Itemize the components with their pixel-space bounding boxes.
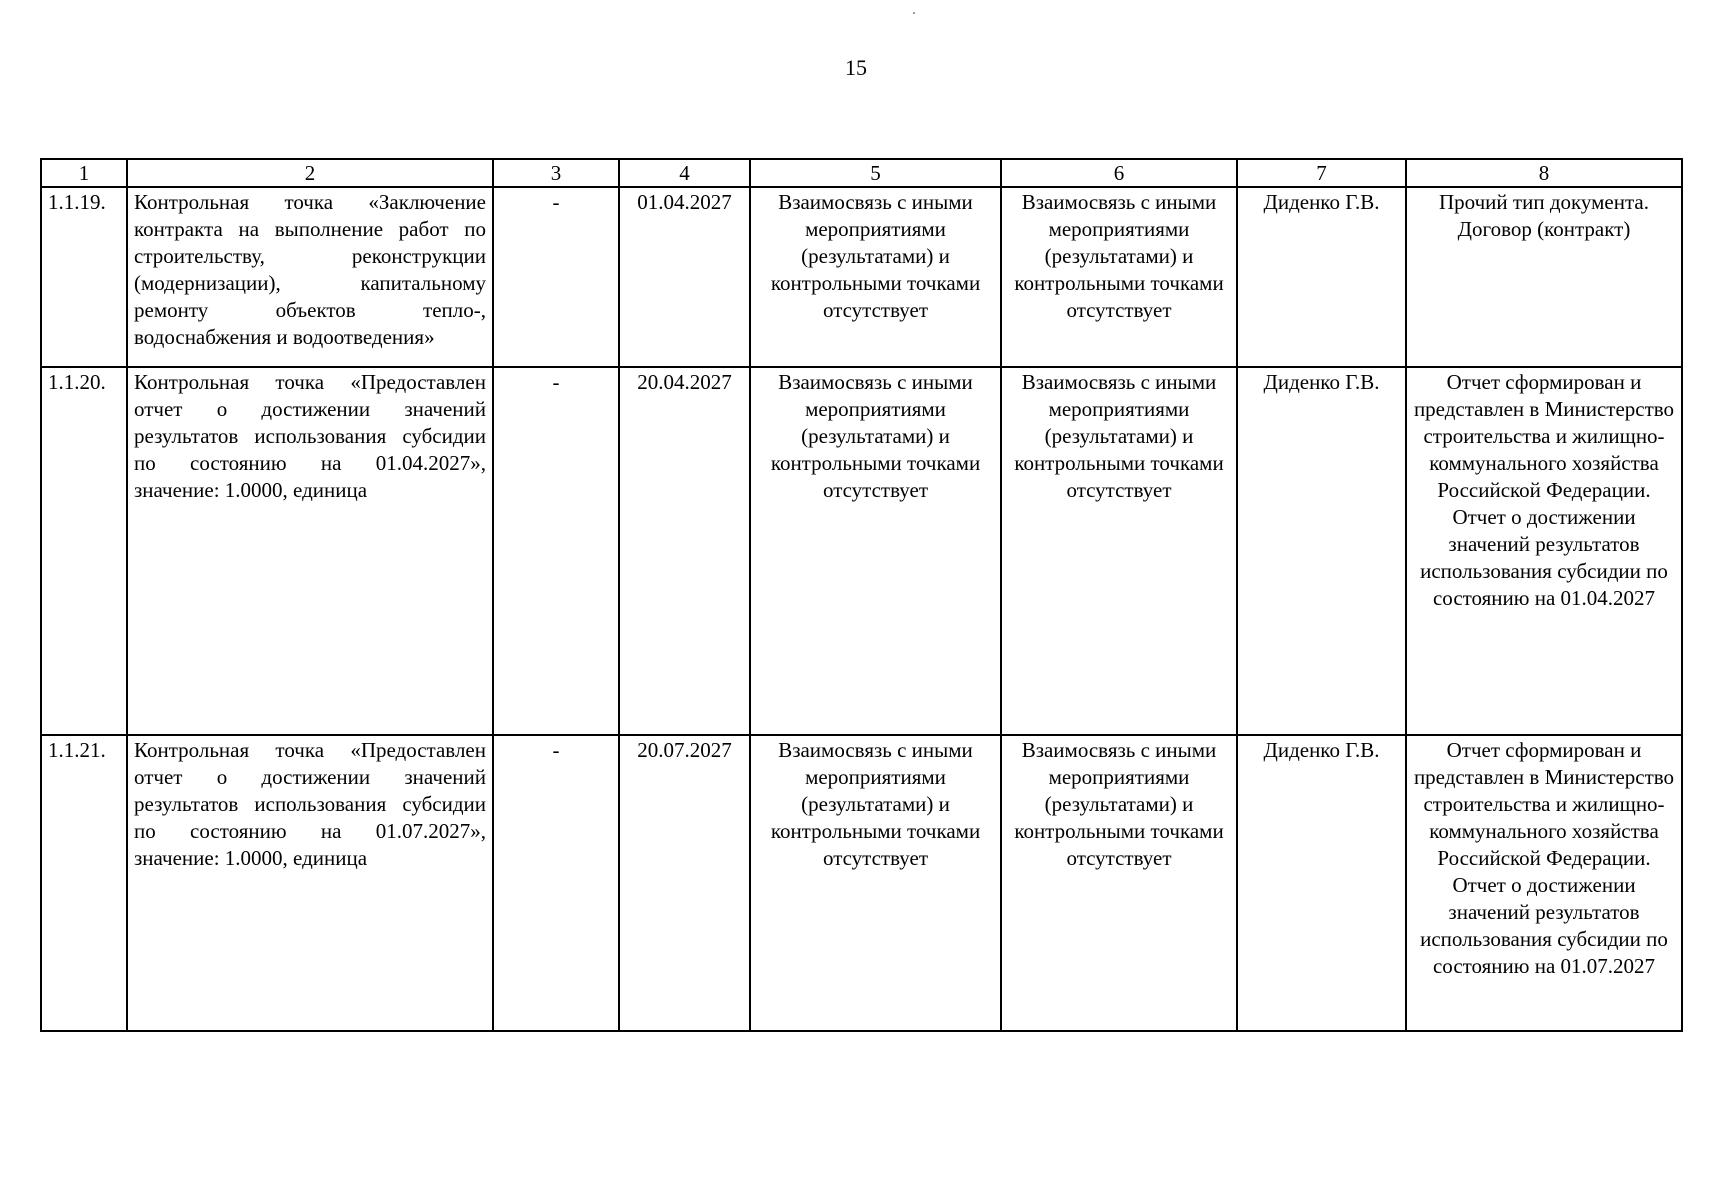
relation-results: Взаимосвязь с иными мероприятиями (результатами) и контрольными точками отсутствует [750,187,1001,367]
column-header: 6 [1001,159,1237,187]
table-row [41,367,1682,735]
control-point-name: Контрольная точка «Предоставлен отчет о достижении значений результатов использования субсидии по состоянию на 01.04.2027», значение: 1.0000, единица [127,367,493,735]
column-3-value: - [493,735,619,1031]
row-number: 1.1.19. [41,187,127,367]
column-header: 8 [1406,159,1682,187]
relation-control-points: Взаимосвязь с иными мероприятиями (результатами) и контрольными точками отсутствует [1001,187,1237,367]
column-header: 4 [619,159,750,187]
control-point-name: Контрольная точка «Предоставлен отчет о достижении значений результатов использования субсидии по состоянию на 01.07.2027», значение: 1.0000, единица [127,735,493,1031]
table-header-row [41,159,1682,187]
page-number: 15 [845,55,867,80]
document-type: Отчет сформирован и представлен в Министерство строительства и жилищно-коммунального хозяйства Российской Федерации. Отчет о достижении значений результатов использования субсидии по состоянию на 01.04.2027 [1406,367,1682,735]
control-point-name: Контрольная точка «Заключение контракта на выполнение работ по строительству, реконструкции (модернизации), капитальному ремонту объектов тепло-, водоснабжения и водоотведения» [127,187,493,367]
column-3-value: - [493,367,619,735]
row-number: 1.1.20. [41,367,127,735]
responsible-person: Диденко Г.В. [1237,187,1406,367]
relation-results: Взаимосвязь с иными мероприятиями (результатами) и контрольными точками отсутствует [750,735,1001,1031]
column-header: 5 [750,159,1001,187]
document-type: Отчет сформирован и представлен в Министерство строительства и жилищно-коммунального хозяйства Российской Федерации. Отчет о достижении значений результатов использования субсидии по состоянию на 01.07.2027 [1406,735,1682,1031]
control-points-table [40,158,1683,1032]
due-date: 01.04.2027 [619,187,750,367]
relation-results: Взаимосвязь с иными мероприятиями (результатами) и контрольными точками отсутствует [750,367,1001,735]
scan-speck [913,12,915,14]
relation-control-points: Взаимосвязь с иными мероприятиями (результатами) и контрольными точками отсутствует [1001,367,1237,735]
due-date: 20.07.2027 [619,735,750,1031]
due-date: 20.04.2027 [619,367,750,735]
column-header: 1 [41,159,127,187]
table-row [41,187,1682,367]
document-type: Прочий тип документа. Договор (контракт) [1406,187,1682,367]
column-header: 7 [1237,159,1406,187]
column-3-value: - [493,187,619,367]
responsible-person: Диденко Г.В. [1237,367,1406,735]
table-row [41,735,1682,1031]
relation-control-points: Взаимосвязь с иными мероприятиями (результатами) и контрольными точками отсутствует [1001,735,1237,1031]
column-header: 3 [493,159,619,187]
column-header: 2 [127,159,493,187]
row-number: 1.1.21. [41,735,127,1031]
responsible-person: Диденко Г.В. [1237,735,1406,1031]
